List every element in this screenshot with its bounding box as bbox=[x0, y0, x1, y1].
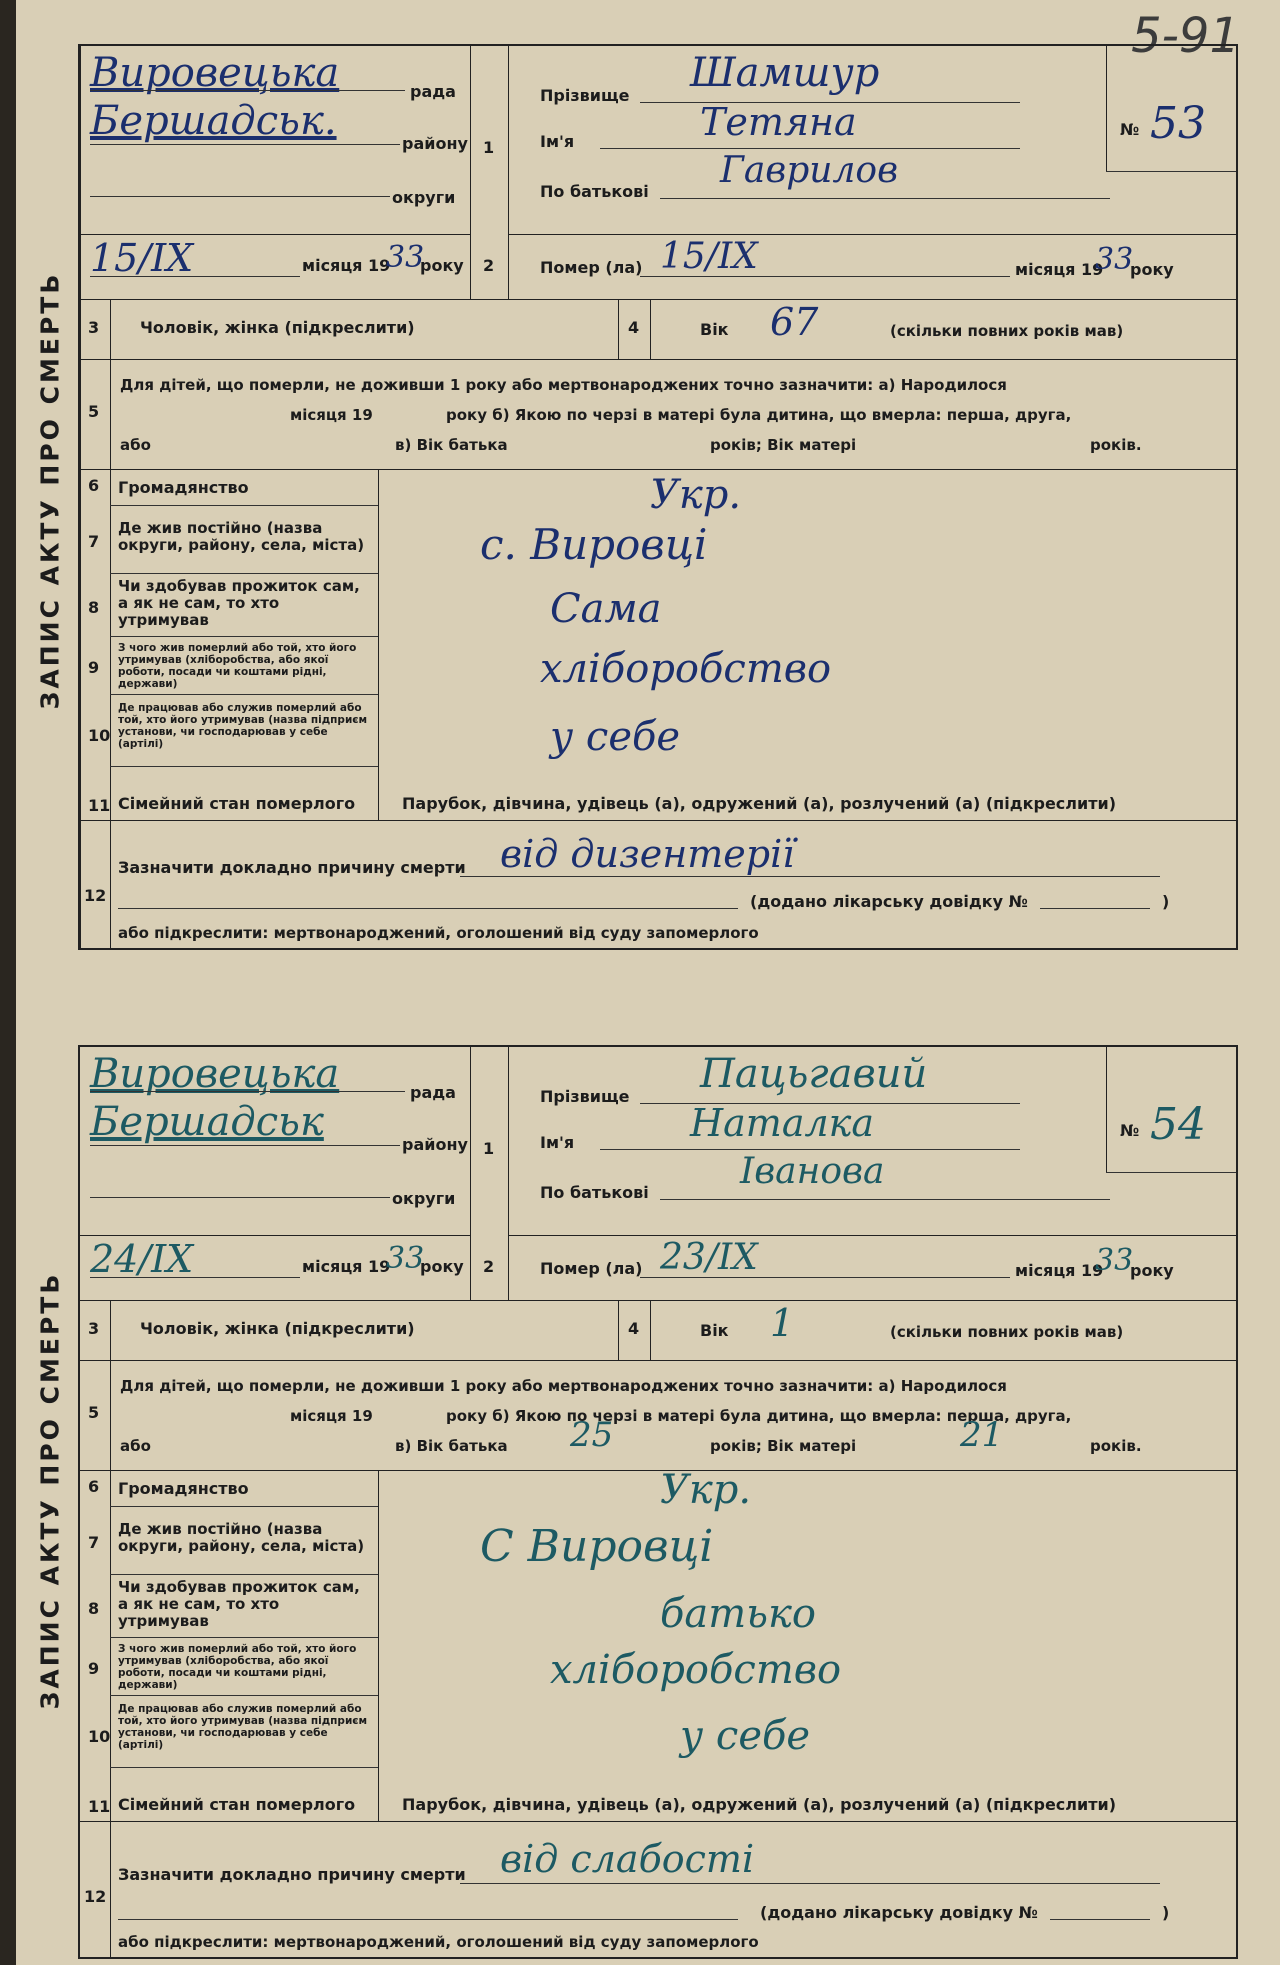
citizenship-value: Укр. bbox=[650, 472, 742, 518]
sidebar-title-text: ЗАПИС АКТУ ПРО СМЕРТЬ bbox=[35, 1271, 65, 1709]
row5-line2: місяця 19 bbox=[290, 1407, 373, 1425]
rayon-value: Бершадськ. bbox=[90, 98, 337, 144]
rada-value: Вировецька bbox=[90, 1051, 340, 1097]
source-value: хліборобство bbox=[540, 646, 832, 692]
row-num-12: 12 bbox=[84, 886, 107, 905]
work-label: Де працював або служив померлий або той, хто його утримував (назва підприєм установи, чи господарював у себе (артілі) bbox=[118, 1703, 368, 1751]
row-num-12: 12 bbox=[84, 1887, 107, 1906]
row-num-3: 3 bbox=[88, 318, 100, 337]
work-label: Де працював або служив померлий або той, хто його утримував (назва підприєм установи, чи господарював у себе (артілі) bbox=[118, 702, 368, 750]
father-age-value: 25 bbox=[570, 1415, 614, 1455]
name-value: Наталка bbox=[690, 1101, 875, 1145]
reg-year-value: 33 bbox=[386, 240, 425, 275]
row-num-7: 7 bbox=[88, 1533, 100, 1552]
number-value: 53 bbox=[1150, 98, 1206, 149]
row-num-5: 5 bbox=[88, 1403, 100, 1422]
death-year-label: року bbox=[1130, 260, 1174, 279]
age-label: Вік bbox=[700, 1321, 729, 1340]
name-label: Ім'я bbox=[540, 1133, 575, 1152]
row-num-5: 5 bbox=[88, 402, 100, 421]
reg-month-label: місяця 19 bbox=[302, 1257, 391, 1276]
row-num-1: 1 bbox=[483, 1139, 495, 1158]
reg-year-value: 33 bbox=[386, 1241, 425, 1276]
row5-line2b: року б) Якою по черзі в матері була дитина, що вмерла: перша, друга, bbox=[446, 1407, 1072, 1425]
death-year-value: 33 bbox=[1095, 242, 1134, 277]
row-num-4: 4 bbox=[628, 318, 640, 337]
cause-value: від дизентерії bbox=[500, 832, 795, 876]
surname-value: Шамшур bbox=[690, 50, 880, 96]
certificate-close: ) bbox=[1162, 892, 1170, 911]
death-year-value: 33 bbox=[1095, 1243, 1134, 1278]
row5-line2: місяця 19 bbox=[290, 406, 373, 424]
row-num-8: 8 bbox=[88, 1599, 100, 1618]
row-num-10: 10 bbox=[88, 726, 111, 745]
cause-label: Зазначити докладно причину смерти bbox=[118, 1865, 466, 1884]
work-value: у себе bbox=[680, 1713, 811, 1759]
age-value: 67 bbox=[770, 300, 819, 344]
death-label: Помер (ла) bbox=[540, 258, 643, 277]
okrugy-label: округи bbox=[392, 1189, 456, 1208]
residence-value: с. Вировці bbox=[480, 520, 708, 569]
age-note: (скільки повних років мав) bbox=[890, 322, 1124, 340]
reg-year-label: року bbox=[420, 1257, 464, 1276]
patronymic-label: По батькові bbox=[540, 1183, 649, 1202]
row5-mother-label: років; Вік матері bbox=[710, 436, 857, 454]
citizenship-value: Укр. bbox=[660, 1467, 752, 1513]
row-num-2: 2 bbox=[483, 1257, 495, 1276]
stillborn-note: або підкреслити: мертвонароджений, оголошений від суду запомерлого bbox=[118, 1933, 759, 1951]
death-date-value: 15/IX bbox=[660, 236, 758, 277]
row-num-9: 9 bbox=[88, 658, 100, 677]
death-record-2 bbox=[78, 1045, 1238, 1959]
marital-options: Парубок, дівчина, удівець (а), одружений (а), розлучений (а) (підкреслити) bbox=[402, 794, 1116, 813]
cause-value: від слабості bbox=[500, 1837, 755, 1881]
death-month-label: місяця 19 bbox=[1015, 260, 1104, 279]
row5-line1: Для дітей, що померли, не доживши 1 року або мертвонароджених точно зазначити: а) Народилося bbox=[120, 1377, 1007, 1395]
source-label: З чого жив померлий або той, хто його утримував (хліборобства, або якої роботи, посади чи коштами рідні, держави) bbox=[118, 642, 357, 690]
cause-label: Зазначити докладно причину смерти bbox=[118, 858, 466, 877]
row5-line2b: року б) Якою по черзі в матері була дитина, що вмерла: перша, друга, bbox=[446, 406, 1072, 424]
rada-value: Вировецька bbox=[90, 50, 340, 96]
reg-year-label: року bbox=[420, 256, 464, 275]
residence-label: Де жив постійно (назва округи, району, села, міста) bbox=[118, 1520, 365, 1555]
row-num-6: 6 bbox=[88, 1477, 100, 1496]
source-value: хліборобство bbox=[550, 1647, 842, 1693]
livelihood-label: Чи здобував прожиток сам, а як не сам, то хто утримував bbox=[118, 1578, 360, 1630]
marital-label: Сімейний стан померлого bbox=[118, 1795, 356, 1814]
row-num-3: 3 bbox=[88, 1319, 100, 1338]
surname-label: Прізвище bbox=[540, 86, 630, 105]
rada-label: рада bbox=[410, 82, 456, 101]
row-num-10: 10 bbox=[88, 1727, 111, 1746]
reg-day-value: 24/IX bbox=[90, 1237, 194, 1281]
row5-line1: Для дітей, що померли, не доживши 1 року або мертвонароджених точно зазначити: а) Народилося bbox=[120, 376, 1007, 394]
marital-options: Парубок, дівчина, удівець (а), одружений (а), розлучений (а) (підкреслити) bbox=[402, 1795, 1116, 1814]
source-label: З чого жив померлий або той, хто його утримував (хліборобства, або якої роботи, посади чи коштами рідні, держави) bbox=[118, 1643, 357, 1691]
row5-father-label: в) Вік батька bbox=[395, 1437, 508, 1455]
patronymic-label: По батькові bbox=[540, 182, 649, 201]
mother-age-value: 21 bbox=[960, 1415, 1004, 1455]
death-record-1 bbox=[78, 44, 1238, 950]
okrugy-label: округи bbox=[392, 188, 456, 207]
sidebar-title-1 bbox=[22, 40, 78, 940]
age-value: 1 bbox=[770, 1301, 795, 1345]
row-num-11: 11 bbox=[88, 796, 111, 815]
row-num-8: 8 bbox=[88, 598, 100, 617]
stillborn-note: або підкреслити: мертвонароджений, оголошений від суду запомерлого bbox=[118, 924, 759, 942]
livelihood-value: Сама bbox=[550, 586, 662, 632]
reg-day-value: 15/IX bbox=[90, 236, 194, 280]
reg-month-label: місяця 19 bbox=[302, 256, 391, 275]
row5-or: або bbox=[120, 436, 151, 454]
residence-label: Де жив постійно (назва округи, району, села, міста) bbox=[118, 519, 365, 554]
citizenship-label: Громадянство bbox=[118, 478, 249, 497]
number-label: № bbox=[1120, 120, 1140, 139]
death-label: Помер (ла) bbox=[540, 1259, 643, 1278]
rada-label: рада bbox=[410, 1083, 456, 1102]
sex-label: Чоловік, жінка (підкреслити) bbox=[140, 1319, 415, 1338]
livelihood-value: батько bbox=[660, 1591, 816, 1637]
row5-or: або bbox=[120, 1437, 151, 1455]
certificate-label: (додано лікарську довідку № bbox=[760, 1903, 1038, 1922]
work-value: у себе bbox=[550, 714, 681, 760]
row5-years: років. bbox=[1090, 1437, 1142, 1455]
death-date-value: 23/IX bbox=[660, 1237, 758, 1278]
name-label: Ім'я bbox=[540, 132, 575, 151]
sidebar-title-text: ЗАПИС АКТУ ПРО СМЕРТЬ bbox=[35, 271, 65, 709]
row-num-1: 1 bbox=[483, 138, 495, 157]
citizenship-label: Громадянство bbox=[118, 1479, 249, 1498]
patronymic-value: Гаврилов bbox=[720, 150, 899, 191]
row-num-4: 4 bbox=[628, 1319, 640, 1338]
sex-label: Чоловік, жінка (підкреслити) bbox=[140, 318, 415, 337]
patronymic-value: Іванова bbox=[740, 1151, 885, 1192]
row-num-7: 7 bbox=[88, 532, 100, 551]
row5-father-label: в) Вік батька bbox=[395, 436, 508, 454]
surname-label: Прізвище bbox=[540, 1087, 630, 1106]
row-num-11: 11 bbox=[88, 1797, 111, 1816]
rayon-value: Бершадськ bbox=[90, 1099, 324, 1145]
row5-years: років. bbox=[1090, 436, 1142, 454]
row-num-2: 2 bbox=[483, 256, 495, 275]
binding-edge bbox=[0, 0, 16, 1965]
marital-label: Сімейний стан померлого bbox=[118, 794, 356, 813]
page-number: 5-91 bbox=[1131, 8, 1240, 64]
certificate-label: (додано лікарську довідку № bbox=[750, 892, 1028, 911]
rayon-label: району bbox=[402, 1135, 468, 1154]
death-month-label: місяця 19 bbox=[1015, 1261, 1104, 1280]
number-value: 54 bbox=[1150, 1099, 1206, 1150]
certificate-close: ) bbox=[1162, 1903, 1170, 1922]
livelihood-label: Чи здобував прожиток сам, а як не сам, то хто утримував bbox=[118, 577, 360, 629]
age-label: Вік bbox=[700, 320, 729, 339]
rayon-label: району bbox=[402, 134, 468, 153]
death-year-label: року bbox=[1130, 1261, 1174, 1280]
age-note: (скільки повних років мав) bbox=[890, 1323, 1124, 1341]
row-num-6: 6 bbox=[88, 476, 100, 495]
sidebar-title-2 bbox=[22, 1040, 78, 1940]
surname-value: Пацьгавий bbox=[700, 1051, 928, 1097]
name-value: Тетяна bbox=[700, 100, 857, 144]
residence-value: С Вировці bbox=[480, 1521, 714, 1572]
row5-mother-label: років; Вік матері bbox=[710, 1437, 857, 1455]
number-label: № bbox=[1120, 1121, 1140, 1140]
row-num-9: 9 bbox=[88, 1659, 100, 1678]
